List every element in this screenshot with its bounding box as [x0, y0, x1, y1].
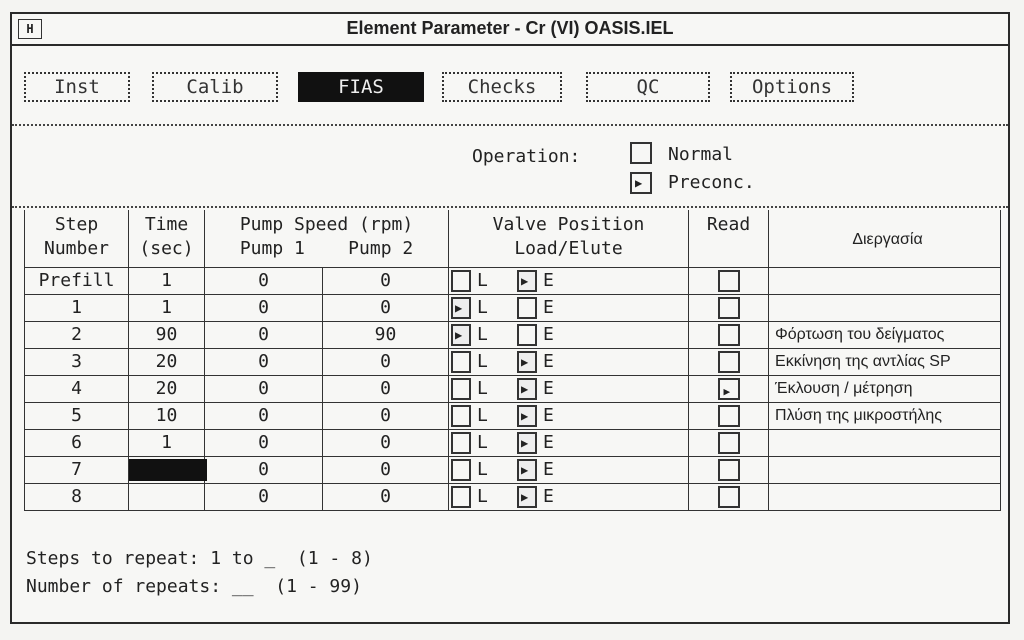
header-step-line2: Number	[43, 238, 110, 259]
read-cell	[689, 268, 769, 295]
option-preconc-label: Preconc.	[668, 172, 755, 193]
time-cell[interactable]	[129, 322, 205, 349]
pump1-cell[interactable]: 0	[205, 295, 323, 322]
step-cell: 3	[25, 349, 129, 376]
process-cell: Έκλουση / μέτρηση	[769, 376, 1001, 403]
table-row	[25, 376, 1001, 403]
elute-letter: E	[543, 351, 554, 372]
valve-cell	[449, 484, 689, 511]
table-row	[25, 295, 1001, 322]
pump1-cell[interactable]: 0	[205, 349, 323, 376]
pump2-cell[interactable]: 0	[323, 268, 449, 295]
read-cell	[689, 403, 769, 430]
time-cell[interactable]	[129, 430, 205, 457]
process-cell: Εκκίνηση της αντλίας SP	[769, 349, 1001, 376]
time-cell[interactable]	[129, 295, 205, 322]
pump2-cell[interactable]: 90	[323, 322, 449, 349]
header-time-line2: (sec)	[139, 238, 194, 259]
read-cell	[689, 430, 769, 457]
process-cell: Φόρτωση του δείγματος	[769, 322, 1001, 349]
pump2-cell[interactable]: 0	[323, 349, 449, 376]
time-value[interactable]: 90	[155, 324, 178, 345]
table-row	[25, 268, 1001, 295]
elute-letter: E	[543, 432, 554, 453]
pump2-cell[interactable]: 0	[323, 457, 449, 484]
table-row	[25, 403, 1001, 430]
read-cell	[689, 457, 769, 484]
element-parameter-window	[10, 12, 1010, 624]
valve-cell	[449, 322, 689, 349]
tab-inst[interactable]: Inst	[24, 72, 130, 102]
table-row	[25, 457, 1001, 484]
load-toggle[interactable]	[451, 270, 471, 292]
load-toggle[interactable]	[451, 486, 471, 508]
elute-toggle[interactable]	[517, 324, 537, 346]
step-cell: 5	[25, 403, 129, 430]
option-normal-label: Normal	[668, 144, 734, 165]
time-value[interactable]: 10	[155, 405, 178, 426]
load-toggle[interactable]	[451, 351, 471, 373]
section-divider	[12, 206, 1008, 208]
table-row	[25, 349, 1001, 376]
read-cell	[689, 484, 769, 511]
window-title: Element Parameter - Cr (VI) OASIS.IEL	[346, 18, 674, 38]
valve-cell	[449, 295, 689, 322]
tab-qc[interactable]: QC	[586, 72, 710, 102]
header-read: Read	[689, 210, 769, 268]
read-checkbox[interactable]	[718, 297, 740, 319]
elute-letter: E	[543, 459, 554, 480]
process-cell	[769, 484, 1001, 511]
elute-letter: E	[543, 405, 554, 426]
radio-preconc[interactable]	[630, 172, 652, 194]
pump1-cell[interactable]: 0	[205, 457, 323, 484]
load-letter: L	[477, 324, 488, 345]
tab-fias[interactable]: FIAS	[298, 72, 424, 102]
step-cell: 8	[25, 484, 129, 511]
read-cell	[689, 322, 769, 349]
header-step	[25, 210, 129, 268]
pump2-cell[interactable]: 0	[323, 376, 449, 403]
pump1-cell[interactable]: 0	[205, 403, 323, 430]
header-time-line1: Time	[144, 214, 189, 235]
table-header-row	[25, 210, 1001, 268]
time-cell[interactable]	[129, 349, 205, 376]
step-cell: 7	[25, 457, 129, 484]
pump1-cell[interactable]: 0	[205, 484, 323, 511]
read-checkbox[interactable]	[718, 324, 740, 346]
pump2-cell[interactable]: 0	[323, 295, 449, 322]
table-row	[25, 430, 1001, 457]
pump2-cell[interactable]: 0	[323, 403, 449, 430]
steps-to-repeat[interactable]: Steps to repeat: 1 to _ (1 - 8)	[26, 548, 373, 569]
title-bar	[12, 14, 1008, 46]
read-checkbox[interactable]	[718, 378, 740, 400]
elute-toggle[interactable]	[517, 459, 537, 481]
valve-cell	[449, 430, 689, 457]
load-letter: L	[477, 270, 488, 291]
time-cell[interactable]	[129, 484, 205, 511]
read-checkbox[interactable]	[718, 486, 740, 508]
header-pump	[205, 210, 449, 268]
read-checkbox[interactable]	[718, 459, 740, 481]
load-toggle[interactable]	[451, 378, 471, 400]
time-value[interactable]: 1	[161, 270, 172, 291]
header-pump-line1: Pump Speed (rpm)	[239, 214, 414, 235]
elute-toggle[interactable]	[517, 297, 537, 319]
system-menu-icon[interactable]: H	[18, 19, 42, 39]
step-cell: 6	[25, 430, 129, 457]
load-letter: L	[477, 405, 488, 426]
elute-letter: E	[543, 324, 554, 345]
valve-cell	[449, 376, 689, 403]
radio-normal[interactable]	[630, 142, 652, 164]
time-cell[interactable]	[129, 403, 205, 430]
step-cell: 2	[25, 322, 129, 349]
time-value[interactable]: 1	[161, 432, 172, 453]
tab-checks[interactable]: Checks	[442, 72, 562, 102]
load-letter: L	[477, 432, 488, 453]
header-valve	[449, 210, 689, 268]
header-pump-line2: Pump 1 Pump 2	[239, 238, 414, 259]
read-checkbox[interactable]	[718, 432, 740, 454]
step-table	[24, 210, 1001, 511]
load-toggle[interactable]	[451, 324, 471, 346]
elute-letter: E	[543, 297, 554, 318]
process-cell: Πλύση της μικροστήλης	[769, 403, 1001, 430]
elute-toggle[interactable]	[517, 405, 537, 427]
time-value[interactable]: 1	[161, 297, 172, 318]
time-cell[interactable]	[129, 457, 205, 484]
elute-toggle[interactable]	[517, 270, 537, 292]
elute-letter: E	[543, 270, 554, 291]
tab-options[interactable]: Options	[730, 72, 854, 102]
load-toggle[interactable]	[451, 459, 471, 481]
elute-letter: E	[543, 486, 554, 507]
process-cell	[769, 430, 1001, 457]
elute-toggle[interactable]	[517, 432, 537, 454]
read-cell	[689, 295, 769, 322]
time-value[interactable]: 20	[155, 378, 178, 399]
pump1-cell[interactable]: 0	[205, 430, 323, 457]
number-of-repeats[interactable]: Number of repeats: __ (1 - 99)	[26, 576, 362, 597]
valve-cell	[449, 457, 689, 484]
header-step-line1: Step	[54, 214, 99, 235]
elute-letter: E	[543, 378, 554, 399]
load-toggle[interactable]	[451, 297, 471, 319]
load-toggle[interactable]	[451, 432, 471, 454]
pump1-cell[interactable]: 0	[205, 322, 323, 349]
valve-cell	[449, 268, 689, 295]
process-cell	[769, 268, 1001, 295]
header-time	[129, 210, 205, 268]
load-letter: L	[477, 486, 488, 507]
load-toggle[interactable]	[451, 405, 471, 427]
elute-toggle[interactable]	[517, 351, 537, 373]
load-letter: L	[477, 351, 488, 372]
operation-label: Operation:	[472, 146, 581, 167]
elute-toggle[interactable]	[517, 378, 537, 400]
read-checkbox[interactable]	[718, 270, 740, 292]
header-valve-line1: Valve Position	[492, 214, 645, 235]
tab-bar	[12, 44, 1008, 126]
time-value[interactable]: 20	[155, 351, 178, 372]
read-cell	[689, 376, 769, 403]
header-valve-line2: Load/Elute	[514, 238, 623, 259]
load-letter: L	[477, 297, 488, 318]
load-letter: L	[477, 378, 488, 399]
operation-section	[12, 126, 1008, 206]
pump1-cell[interactable]: 0	[205, 268, 323, 295]
time-cell[interactable]	[129, 376, 205, 403]
tab-calib[interactable]: Calib	[152, 72, 278, 102]
step-cell: 1	[25, 295, 129, 322]
pump1-cell[interactable]: 0	[205, 376, 323, 403]
time-cell[interactable]	[129, 268, 205, 295]
load-letter: L	[477, 459, 488, 480]
pump2-cell[interactable]: 0	[323, 430, 449, 457]
step-cell: 4	[25, 376, 129, 403]
read-cell	[689, 349, 769, 376]
table-row	[25, 484, 1001, 511]
valve-cell	[449, 349, 689, 376]
pump2-cell[interactable]: 0	[323, 484, 449, 511]
read-checkbox[interactable]	[718, 405, 740, 427]
read-checkbox[interactable]	[718, 351, 740, 373]
step-cell: Prefill	[25, 268, 129, 295]
time-input-selected[interactable]	[129, 459, 207, 481]
header-process: Διεργασία	[769, 210, 1001, 268]
valve-cell	[449, 403, 689, 430]
process-cell	[769, 295, 1001, 322]
process-cell	[769, 457, 1001, 484]
table-row	[25, 322, 1001, 349]
elute-toggle[interactable]	[517, 486, 537, 508]
